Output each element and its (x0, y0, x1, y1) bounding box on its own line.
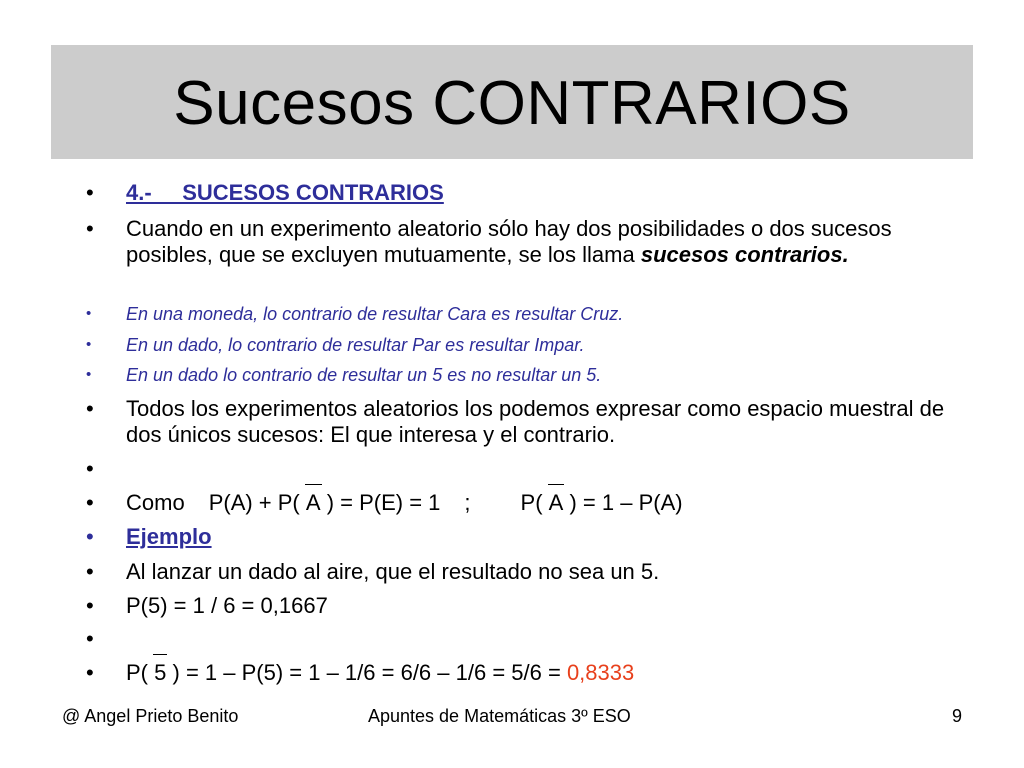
formula-como: Como (126, 490, 185, 515)
footer-author: @ Angel Prieto Benito (62, 706, 239, 726)
ejemplo-label: Ejemplo (126, 524, 212, 549)
statement-text: Todos los experimentos aleatorios los podemos expresar como espacio muestral de dos únicos sucesos: El que interesa y el contrario. (126, 396, 945, 447)
bullet-dot: • (86, 216, 94, 241)
example-text: En un dado lo contrario de resultar un 5 es no resultar un 5. (126, 365, 602, 385)
a-complement: A (305, 490, 321, 515)
bullet-dot: • (86, 180, 94, 205)
intro-text: Cuando en un experimento aleatorio sólo hay dos posibilidades o dos sucesos posibles, que se excluyen mutuamente, se los llama (126, 216, 892, 267)
formula-sum: P(A) + P( (208, 490, 300, 515)
bullet-dot: • (86, 366, 92, 383)
formula-p-open: P( (520, 490, 543, 515)
p5-text: P(5) = 1 / 6 = 0,1667 (126, 593, 328, 618)
bullet-dot: • (86, 660, 94, 685)
formula-equals: ) = P(E) = 1 (326, 490, 441, 515)
final-open: P( (126, 660, 148, 685)
example-text: En un dado, lo contrario de resultar Par es resultar Impar. (126, 335, 585, 355)
bullet-dot: • (86, 456, 94, 481)
formula-rest: ) = 1 – P(A) (569, 490, 683, 515)
footer-page-number: 9 (952, 706, 963, 726)
bullet-dot: • (86, 559, 94, 584)
bullet-dot: • (86, 336, 92, 353)
bullet-dot: • (86, 593, 94, 618)
intro-paragraph (126, 216, 946, 268)
footer-course: Apuntes de Matemáticas 3º ESO (368, 706, 631, 726)
bullet-dot: • (86, 396, 94, 421)
bullet-dot: • (86, 524, 94, 549)
formula-line (126, 490, 946, 516)
bullet-dot: • (86, 305, 92, 322)
a-complement-2: A (548, 490, 564, 515)
section-heading: 4.- SUCESOS CONTRARIOS (126, 180, 444, 205)
bullet-dot: • (86, 490, 94, 515)
slide-title: Sucesos CONTRARIOS (173, 68, 851, 138)
ejemplo-text: Al lanzar un dado al aire, que el resultado no sea un 5. (126, 559, 660, 584)
formula-separator: ; (464, 490, 471, 515)
bullet-dot: • (86, 626, 94, 651)
final-result: 0,8333 (566, 660, 635, 685)
example-text: En una moneda, lo contrario de resultar Cara es resultar Cruz. (126, 304, 624, 324)
intro-bold-term: sucesos contrarios. (640, 242, 849, 267)
final-rest: ) = 1 – P(5) = 1 – 1/6 = 6/6 – 1/6 = 5/6 = (172, 660, 567, 685)
final-line (126, 660, 946, 686)
five-complement: 5 (154, 660, 167, 685)
